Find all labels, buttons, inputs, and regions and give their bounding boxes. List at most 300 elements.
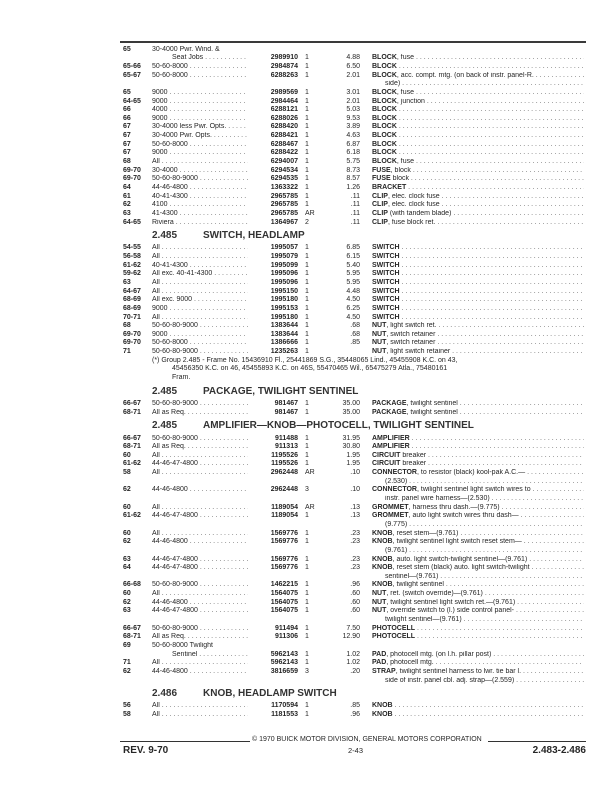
part-number: 6288420: [270, 123, 298, 131]
price: 1.95: [346, 451, 360, 459]
part-number: 6288121: [270, 106, 298, 114]
part-name-bold: NUT: [372, 590, 387, 598]
series-desc-text: 44-46-47-4800: [152, 460, 198, 468]
series-desc: 30-4000 Pwr. Wind. &: [152, 45, 220, 53]
quantity: 1: [305, 106, 309, 114]
model-year: 62: [123, 486, 131, 494]
model-year: 63: [123, 209, 131, 217]
part-name: [372, 512, 584, 521]
part-detail-cont: [385, 573, 584, 582]
part-name-bold: CLIP: [372, 201, 388, 209]
part-name-bold: SWITCH: [372, 270, 400, 278]
part-name: [372, 193, 584, 202]
part-name-bold: KNOB: [372, 538, 393, 546]
part-name-bold: SWITCH: [372, 244, 400, 252]
quantity: 1: [305, 555, 309, 563]
model-year: 56: [123, 702, 131, 710]
part-name-bold: CIRCUIT: [372, 460, 401, 468]
section-title: AMPLIFIER—KNOB—PHOTOCELL, TWILIGHT SENTINEL: [203, 420, 474, 432]
part-name-bold: PACKAGE: [372, 408, 407, 416]
series-desc: [152, 599, 248, 608]
quantity: 1: [305, 529, 309, 537]
part-name: [372, 210, 584, 219]
series-desc: [152, 348, 248, 357]
part-name-bold: BLOCK: [372, 88, 397, 96]
part-number: 1995180: [270, 313, 298, 321]
series-desc-text: 40-41-4300: [152, 192, 188, 200]
table-row: [0, 141, 612, 150]
part-detail: , auto light switch wires thru dash—: [408, 512, 519, 520]
model-year: 66: [123, 106, 131, 114]
table-row: [0, 72, 612, 81]
price: 6.50: [346, 62, 360, 70]
table-row: [0, 504, 612, 513]
series-desc-text: All: [152, 469, 160, 477]
series-desc: [152, 469, 248, 478]
table-row: [0, 132, 612, 141]
part-name: [372, 590, 584, 599]
part-name-bold: NUT: [372, 607, 387, 615]
quantity: 3: [305, 667, 309, 675]
price: .23: [350, 538, 360, 546]
series-desc: [152, 452, 248, 461]
part-name-bold: FUSE: [372, 166, 391, 174]
series-desc-text: 9000: [152, 149, 168, 157]
series-desc-text: 41-4300: [152, 209, 178, 217]
price: 6.25: [346, 304, 360, 312]
section-header: [0, 227, 612, 244]
table-row: [0, 702, 612, 711]
part-number: 1995099: [270, 261, 298, 269]
part-number: 5962143: [270, 650, 298, 658]
series-desc: [152, 149, 248, 158]
footer-rule-left: [120, 741, 250, 742]
price: 31.95: [342, 434, 360, 442]
part-detail-cont: [385, 495, 584, 504]
part-number: 2962448: [270, 486, 298, 494]
part-name: [372, 599, 584, 608]
part-detail: , light switch retainer: [386, 348, 451, 356]
model-year: 58: [123, 469, 131, 477]
table-row: [0, 556, 612, 565]
part-name: [372, 331, 584, 340]
series-desc-text: 30-4000: [152, 166, 178, 174]
quantity: 1: [305, 183, 309, 191]
part-name: [372, 72, 584, 81]
quantity: 1: [305, 711, 309, 719]
model-year: 62: [123, 538, 131, 546]
part-number: 1995096: [270, 270, 298, 278]
series-desc: [152, 98, 248, 107]
series-desc: [152, 72, 248, 81]
model-year: 68-69: [123, 304, 141, 312]
part-name: [372, 711, 584, 720]
part-detail: , switch retainer: [386, 339, 436, 347]
price: .68: [350, 330, 360, 338]
part-detail-cont: [385, 547, 584, 556]
series-desc-text: 44-46-4800: [152, 598, 188, 606]
series-desc-text: All: [152, 529, 160, 537]
part-name: [372, 253, 584, 262]
quantity: 1: [305, 313, 309, 321]
series-desc-text: 30-4000 Pwr. Opts.: [152, 132, 212, 140]
quantity: 1: [305, 114, 309, 122]
model-year: 64-67: [123, 287, 141, 295]
part-name-bold: SWITCH: [372, 261, 400, 269]
quantity: 1: [305, 132, 309, 140]
price: 5.03: [346, 106, 360, 114]
part-number: 1569776: [270, 538, 298, 546]
quantity: 1: [305, 590, 309, 598]
series-desc-cont: [172, 651, 248, 660]
part-name-bold: SWITCH: [372, 287, 400, 295]
footnote-text: Fram.: [172, 374, 191, 382]
part-name-bold: KNOB: [372, 564, 393, 572]
parts-section: [0, 417, 612, 685]
part-detail: , twilight sentinel light switch wires to: [416, 486, 531, 494]
model-year: 65-67: [123, 71, 141, 79]
table-row: [0, 210, 612, 219]
part-name-bold: BLOCK: [372, 132, 397, 140]
model-year: 60: [123, 590, 131, 598]
part-name: [372, 556, 584, 565]
series-desc-text: All as Req.: [152, 443, 186, 451]
part-name-bold: CLIP: [372, 192, 388, 200]
part-name-bold: CIRCUIT: [372, 451, 401, 459]
price: 1.95: [346, 460, 360, 468]
table-row: [0, 279, 612, 288]
price: 12.90: [342, 633, 360, 641]
quantity: 1: [305, 538, 309, 546]
group-number: 2.486: [152, 688, 178, 700]
revision-label: REV. 9-70: [123, 745, 169, 756]
part-name: [372, 89, 584, 98]
quantity: 1: [305, 348, 309, 356]
part-number: 1564075: [270, 590, 298, 598]
series-desc-text: 9000: [152, 114, 168, 122]
price: .85: [350, 339, 360, 347]
series-desc-text: 50-60-80-9000: [152, 624, 198, 632]
series-desc: [152, 460, 248, 469]
price: 2.01: [346, 71, 360, 79]
part-name: [372, 141, 584, 150]
quantity: 1: [305, 650, 309, 658]
part-name-bold: NUT: [372, 348, 387, 356]
table-row: [0, 443, 612, 452]
table-row: [0, 339, 612, 348]
price: 6.87: [346, 140, 360, 148]
quantity: 1: [305, 564, 309, 572]
model-year: 70-71: [123, 313, 141, 321]
part-detail: , fuse: [396, 54, 415, 62]
price: 3.89: [346, 123, 360, 131]
footnote-text: 45456350 K.C. on 46, 45455893 K.C. on 46S, 55470465 Wil., 65475279 Atla., 75480161: [172, 365, 448, 373]
table-row: [0, 167, 612, 176]
price: 5.95: [346, 270, 360, 278]
series-desc: [152, 210, 248, 219]
series-desc: [152, 400, 248, 409]
table-row: [0, 175, 612, 184]
price: 35.00: [342, 399, 360, 407]
part-number: 1569776: [270, 564, 298, 572]
quantity: 1: [305, 244, 309, 252]
series-desc-text: Riviera: [152, 218, 174, 226]
series-desc: [152, 504, 248, 513]
price: 5.75: [346, 158, 360, 166]
part-name: [372, 98, 584, 107]
price: .60: [350, 598, 360, 606]
parts-section: [0, 383, 612, 418]
section-title: SWITCH, HEADLAMP: [203, 230, 305, 242]
part-name-bold: SWITCH: [372, 279, 400, 286]
table-row: [0, 63, 612, 72]
model-year: 71: [123, 348, 131, 356]
series-desc-text: 4000: [152, 106, 168, 114]
footnote-line: [0, 357, 612, 366]
quantity: 1: [305, 330, 309, 338]
part-number: 2962448: [270, 469, 298, 477]
part-number: 1189054: [271, 512, 298, 520]
part-number: 1569776: [270, 555, 298, 563]
part-name: [372, 469, 584, 478]
quantity: 1: [305, 434, 309, 442]
table-row-continued: [0, 54, 612, 63]
part-number: 6288421: [270, 132, 298, 140]
part-name-bold: BLOCK: [372, 106, 397, 114]
series-desc-text: 9000: [152, 88, 168, 96]
quantity: 1: [305, 192, 309, 200]
table-row: [0, 590, 612, 599]
part-name: [372, 296, 584, 305]
series-desc: [152, 244, 248, 253]
part-name: [372, 244, 584, 253]
part-name-bold: FUSE: [372, 175, 391, 183]
part-number: 981467: [274, 408, 298, 416]
table-row: [0, 348, 612, 357]
table-row-continued: [0, 495, 612, 504]
table-row-continued: [0, 651, 612, 660]
series-desc: [152, 633, 248, 642]
part-detail-cont: [385, 521, 584, 530]
table-row: [0, 486, 612, 495]
quantity: 1: [305, 175, 309, 183]
part-name: [372, 270, 584, 279]
part-detail: , twilight sentinel: [406, 408, 458, 416]
table-row-continued: [0, 521, 612, 530]
part-number: 1189054: [271, 503, 298, 511]
series-desc-text: 44-46-47-4800: [152, 607, 198, 615]
series-desc-text: All: [152, 711, 160, 719]
series-desc: [152, 305, 248, 314]
part-name: [372, 63, 584, 72]
price: .11: [350, 209, 360, 217]
part-number: 3816659: [270, 667, 298, 675]
quantity: 1: [305, 304, 309, 312]
series-desc-text: All: [152, 313, 160, 321]
quantity: 1: [305, 71, 309, 79]
top-rule: [120, 41, 586, 43]
table-row: [0, 599, 612, 608]
quantity: 1: [305, 659, 309, 667]
part-number: 6294007: [270, 158, 298, 166]
part-detail: , elec. clock fuse: [387, 201, 440, 209]
price: 4.50: [346, 296, 360, 304]
price: .23: [350, 564, 360, 572]
part-name-bold: KNOB: [372, 529, 393, 537]
table-row: [0, 158, 612, 167]
section-title: KNOB, HEADLAMP SWITCH: [203, 688, 337, 700]
table-row: [0, 296, 612, 305]
table-row: [0, 711, 612, 720]
quantity: 1: [305, 322, 309, 330]
model-year: 60: [123, 503, 131, 511]
series-desc-text: 44-46-4800: [152, 538, 188, 546]
parts-list: [0, 46, 612, 720]
table-row: [0, 452, 612, 461]
part-detail-cont-text: sentinel—(9.761): [385, 572, 439, 580]
series-desc: [152, 564, 248, 573]
series-desc-text: All: [152, 253, 160, 261]
part-name-bold: NUT: [372, 330, 387, 338]
quantity: 1: [305, 253, 309, 261]
price: .96: [350, 581, 360, 589]
price: 1.02: [346, 659, 360, 667]
table-row: [0, 305, 612, 314]
part-name-bold: PHOTOCELL: [372, 633, 416, 641]
part-detail: , switch retainer: [386, 330, 436, 338]
table-row: [0, 253, 612, 262]
part-detail: (with tandem blade): [387, 209, 452, 217]
price: 4.88: [346, 54, 360, 62]
series-desc-text: 50-60-80-9000: [152, 322, 198, 330]
model-year: 69-70: [123, 339, 141, 347]
part-detail: , twilight sentinel: [406, 399, 458, 407]
part-name: [372, 443, 584, 452]
table-row: [0, 512, 612, 521]
part-name-bold: CLIP: [372, 218, 388, 226]
table-row: [0, 400, 612, 409]
part-number: 2965785: [270, 192, 298, 200]
series-desc-text: 44-46-4800: [152, 486, 188, 494]
part-number: 1363322: [270, 183, 298, 191]
footnote-text: (*) Group 2.485 - Frame No. 15436910 Fl., 25441869 S.G., 35448065 Lind., 45455908 K.C. on 43,: [152, 356, 458, 364]
price: 30.80: [342, 443, 360, 451]
quantity: 1: [305, 408, 309, 416]
part-number: 2965785: [270, 201, 298, 209]
series-desc-text: All: [152, 158, 160, 166]
part-name-bold: KNOB: [372, 581, 393, 589]
price: 8.73: [346, 166, 360, 174]
model-year: 64-65: [123, 218, 141, 226]
price: 6.15: [346, 253, 360, 261]
part-detail: , ret. (switch override)—(9.761): [386, 590, 483, 598]
part-number: 6294534: [270, 166, 298, 174]
part-name: [372, 115, 584, 124]
series-desc: [152, 530, 248, 539]
series-desc: [152, 253, 248, 262]
part-number: 1569776: [270, 529, 298, 537]
part-number: 5962143: [270, 659, 298, 667]
part-name: [372, 633, 584, 642]
series-desc: [152, 556, 248, 565]
series-desc-text: 9000: [152, 97, 168, 105]
series-desc: [152, 123, 248, 132]
series-desc-text: 44-46-47-4800: [152, 564, 198, 572]
part-name: [372, 158, 584, 167]
parts-section: [0, 46, 612, 227]
model-year: 66-68: [123, 581, 141, 589]
part-number: 2965785: [270, 209, 298, 217]
model-year: 67: [123, 123, 131, 131]
part-name: [372, 651, 584, 660]
series-desc: [152, 668, 248, 677]
table-row-continued: [0, 547, 612, 556]
table-row: [0, 435, 612, 444]
series-desc: [152, 538, 248, 547]
price: 1.26: [346, 183, 360, 191]
model-year: 68-71: [123, 443, 141, 451]
series-desc: [152, 435, 248, 444]
part-name: [372, 625, 584, 634]
series-desc-text: All: [152, 279, 160, 286]
series-desc-text: 50-60-8000: [152, 71, 188, 79]
table-row: [0, 270, 612, 279]
part-name-bold: SWITCH: [372, 296, 400, 304]
model-year: 59-62: [123, 270, 141, 278]
price: .23: [350, 555, 360, 563]
series-desc-text: 50-60-80-9000: [152, 399, 198, 407]
series-desc-text: 44-46-47-4800: [152, 555, 198, 563]
page-number: 2-43: [348, 746, 364, 755]
price: 5.40: [346, 261, 360, 269]
model-year: 69: [123, 641, 131, 649]
part-number: 6288467: [270, 140, 298, 148]
parts-section: [0, 227, 612, 383]
series-desc: [152, 89, 248, 98]
part-detail-cont-text: (9.761): [385, 546, 408, 554]
model-year: 65: [123, 88, 131, 96]
part-name-bold: BLOCK: [372, 71, 397, 79]
series-desc-text: 50-60-8000: [152, 140, 188, 148]
part-name: [372, 607, 584, 616]
part-detail-cont: [385, 677, 584, 686]
quantity: 1: [305, 339, 309, 347]
part-name: [372, 149, 584, 158]
part-detail: , light switch ret.: [386, 322, 437, 330]
model-year: 66: [123, 114, 131, 122]
part-name: [372, 305, 584, 314]
table-row: [0, 642, 612, 651]
series-desc: [152, 581, 248, 590]
quantity: 1: [305, 261, 309, 269]
model-year: 68: [123, 322, 131, 330]
parts-section: [0, 685, 612, 720]
part-number: 911488: [275, 434, 298, 442]
part-detail-cont-text: twilight sentinel—(9.761): [385, 616, 462, 624]
section-header: [0, 383, 612, 400]
price: .23: [350, 529, 360, 537]
price: .60: [350, 607, 360, 615]
part-name-bold: SWITCH: [372, 253, 400, 261]
part-number: 1995096: [270, 279, 298, 286]
model-year: 68-71: [123, 633, 141, 641]
series-desc-text: All: [152, 659, 160, 667]
table-row: [0, 244, 612, 253]
part-number: 1386666: [270, 339, 298, 347]
quantity: 1: [305, 451, 309, 459]
part-name-bold: PACKAGE: [372, 399, 407, 407]
table-row: [0, 46, 612, 55]
